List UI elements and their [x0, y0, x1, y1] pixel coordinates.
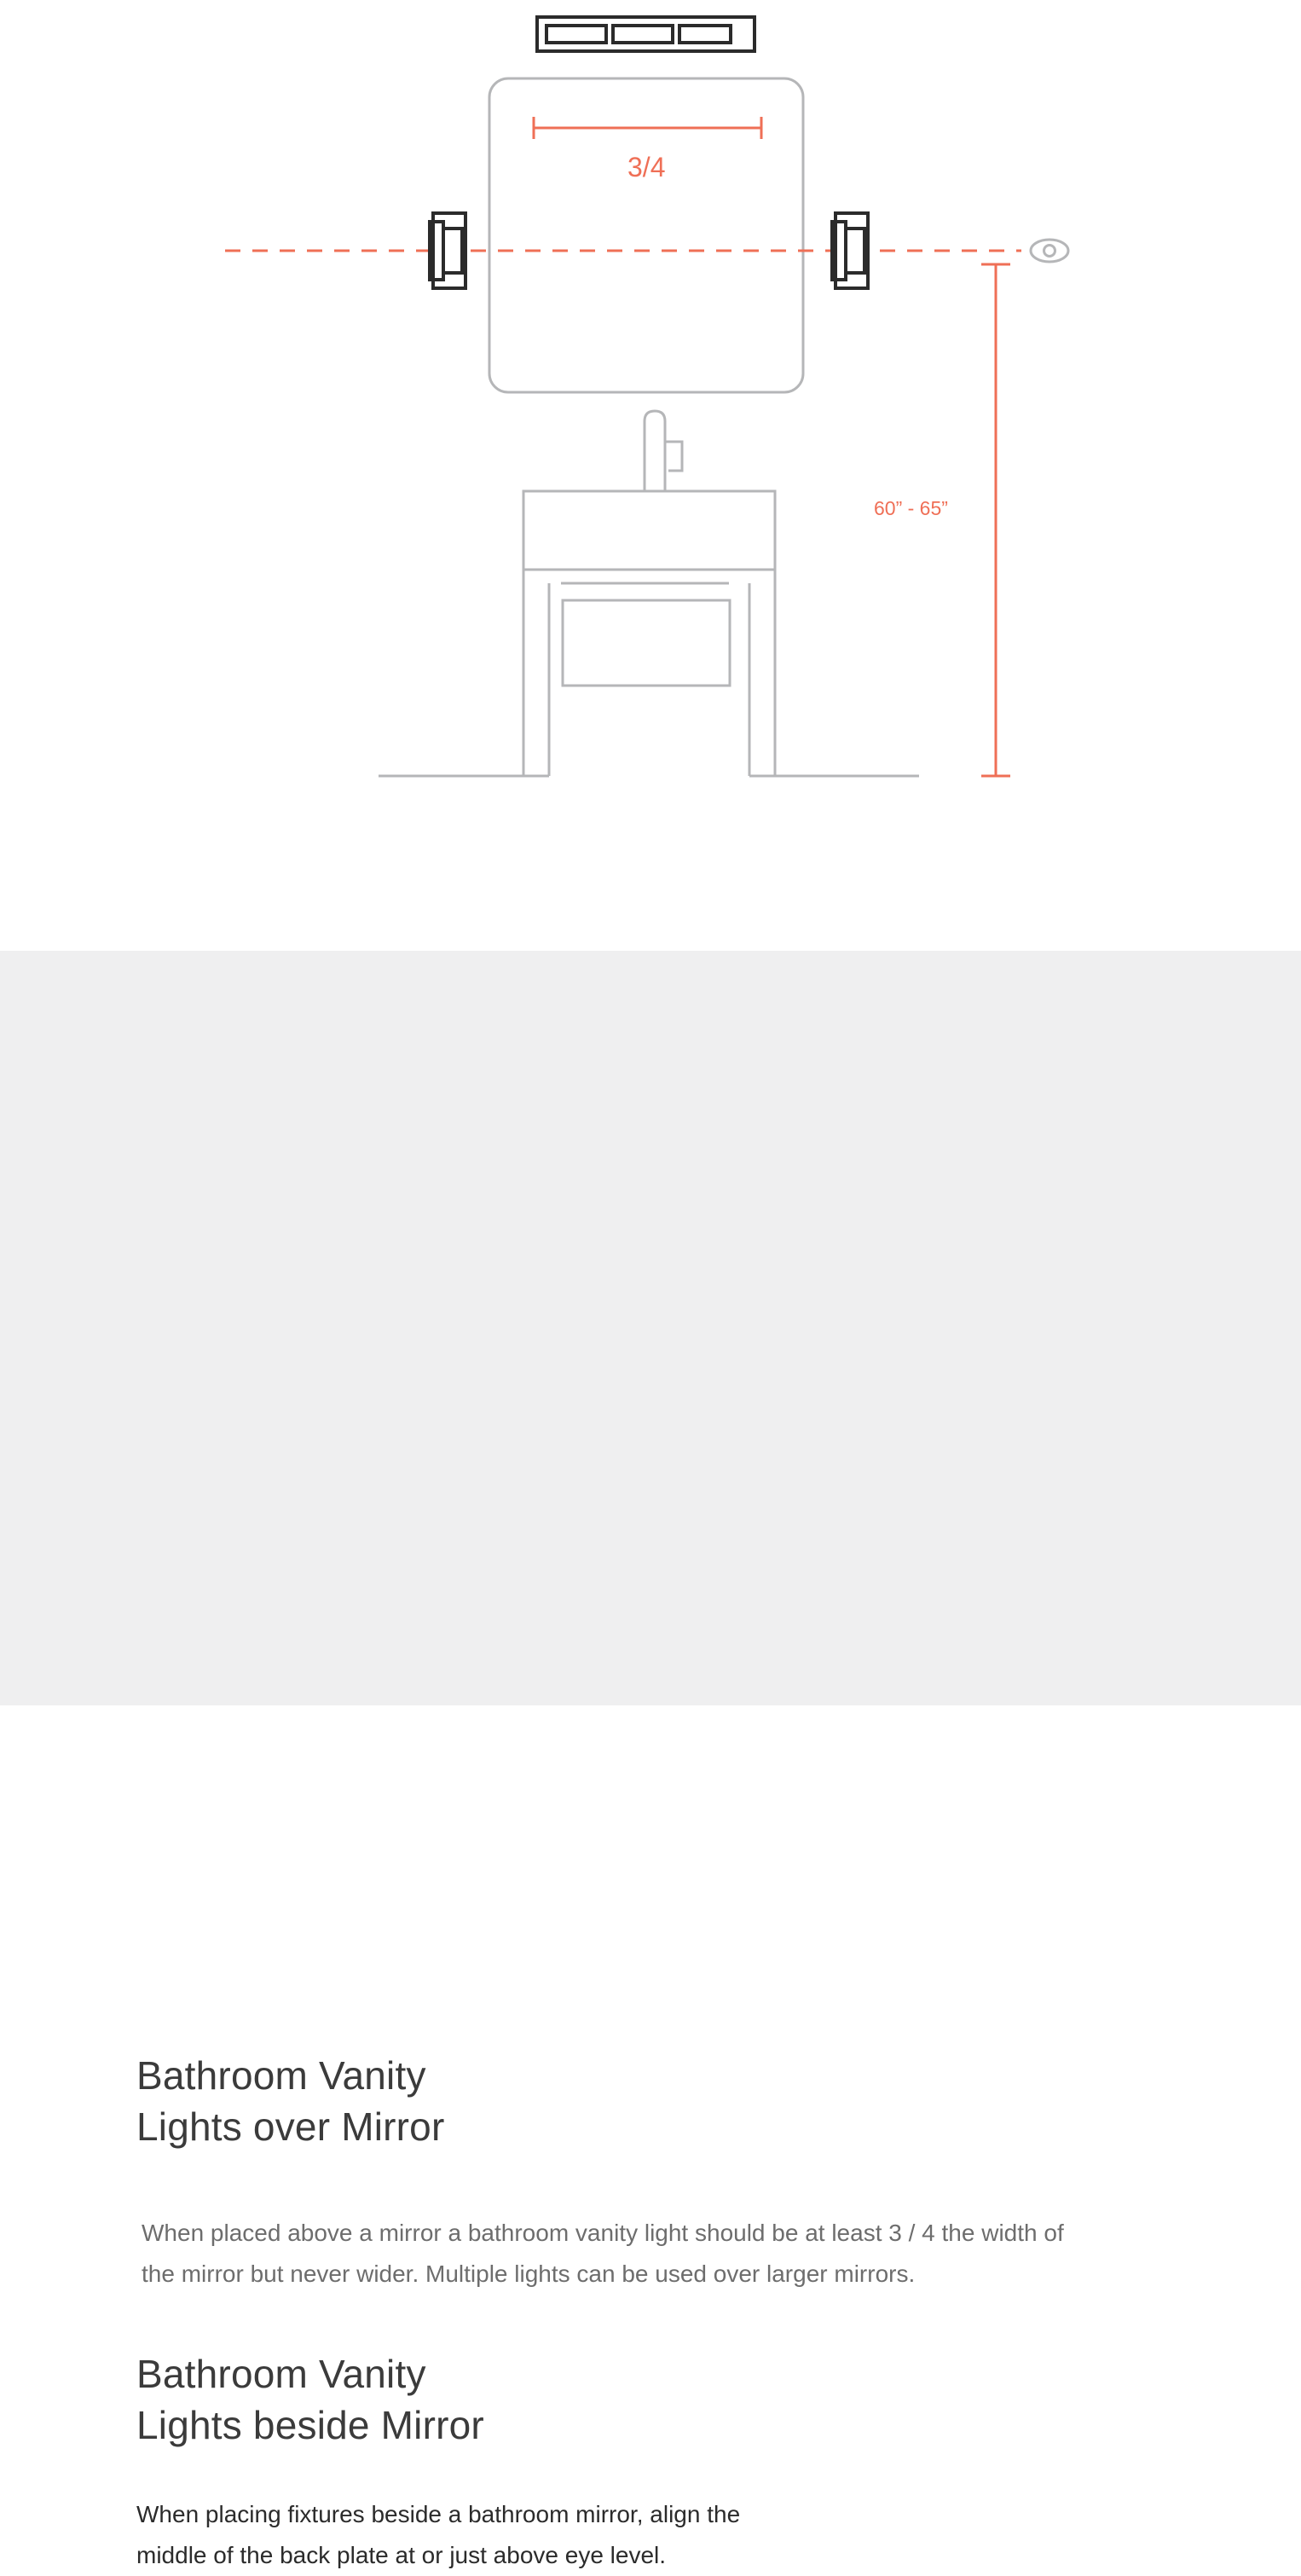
- section-1-title-line-1: Bathroom Vanity: [136, 2053, 426, 2098]
- section-title-lights-over-mirror: [136, 2051, 1159, 2153]
- section-title-lights-beside-mirror: [136, 2349, 1159, 2452]
- wall-sconce-right: [832, 213, 868, 288]
- section-2-body-line-1: When placing fixtures beside a bathroom mirror, align the: [136, 2501, 741, 2527]
- faucet: [645, 411, 682, 493]
- width-dimension-label: 3/4: [627, 152, 666, 182]
- wall-sconce-left: [430, 213, 465, 288]
- height-dimension-label: 60” - 65”: [874, 497, 948, 519]
- section-2-title-line-2: Lights beside Mirror: [136, 2402, 484, 2447]
- section-2-body-line-2: middle of the back plate at or just above eye level.: [136, 2542, 667, 2569]
- eye-icon: [1031, 240, 1068, 262]
- section-1-title-line-2: Lights over Mirror: [136, 2104, 445, 2149]
- section-2-body: [136, 2494, 1070, 2576]
- section-1-body: When placed above a mirror a bathroom vanity light should be at least 3 / 4 the width of the mirror but never wider. Multiple lights can be used over larger mirrors.: [142, 2220, 1064, 2288]
- vanity-cabinet: [379, 491, 919, 776]
- bathroom-vanity-lighting-diagram: [0, 0, 1301, 951]
- mirror: [489, 78, 803, 392]
- height-dimension-arrow: [981, 264, 1010, 776]
- overhead-vanity-light-fixture: [537, 17, 755, 51]
- information-panel: [0, 951, 1301, 2569]
- section-2-title-line-1: Bathroom Vanity: [136, 2352, 426, 2396]
